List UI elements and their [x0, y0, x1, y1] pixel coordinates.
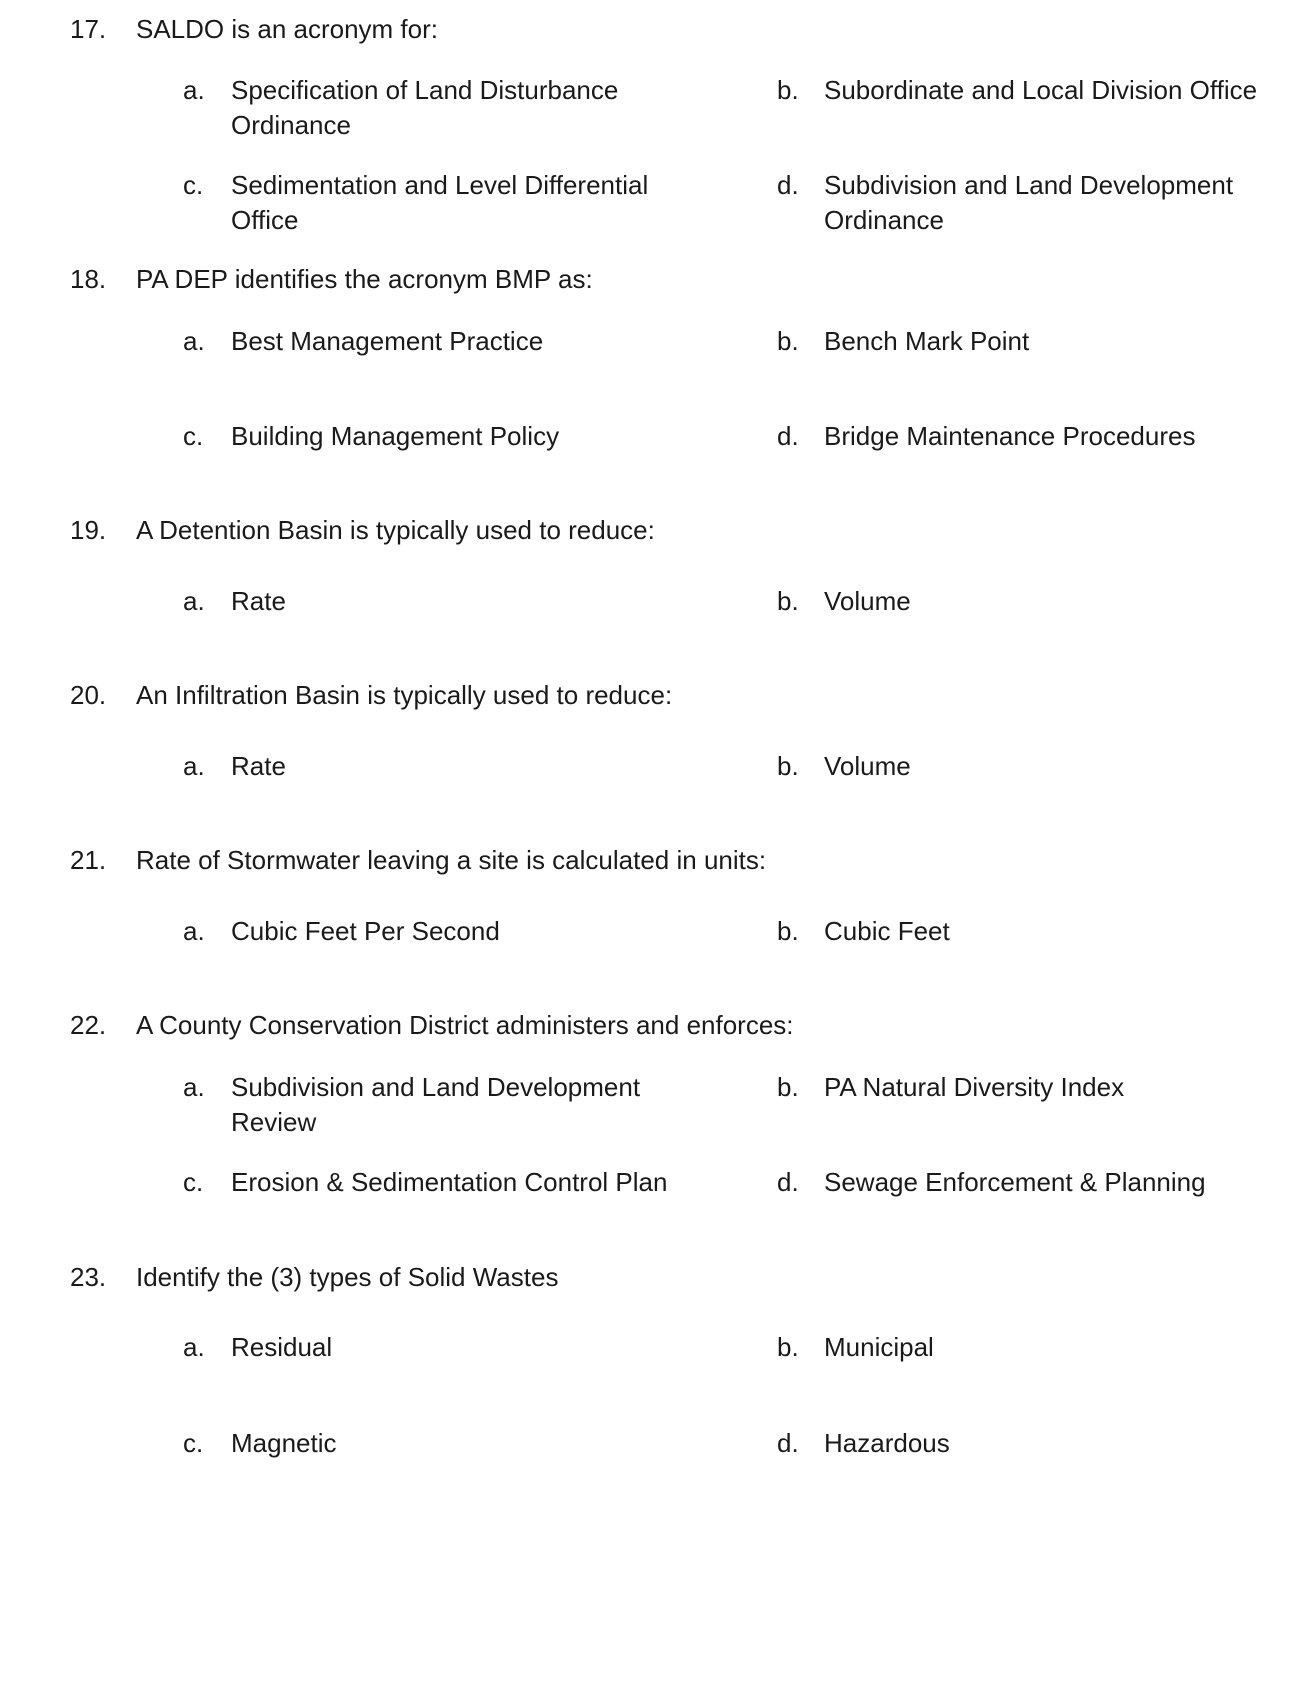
question-number: 21.	[70, 845, 107, 875]
question-number: 23.	[70, 1262, 107, 1292]
question-19	[0, 513, 1290, 549]
option-text: Sewage Enforcement & Planning	[824, 1167, 1206, 1197]
option-21b[interactable]	[760, 914, 1290, 986]
question-text: Identify the (3) types of Solid Wastes	[136, 1262, 559, 1292]
option-23a[interactable]	[0, 1330, 760, 1402]
option-letter: c.	[183, 421, 204, 451]
question-number: 17.	[70, 14, 107, 44]
option-text: Cubic Feet	[824, 916, 950, 946]
option-letter: b.	[777, 586, 799, 616]
option-letter: b.	[777, 75, 799, 105]
option-text: PA Natural Diversity Index	[824, 1072, 1125, 1102]
option-text: Subdivision and Land Development Review	[231, 1072, 641, 1137]
option-19b[interactable]	[760, 584, 1290, 656]
option-21a[interactable]	[0, 914, 760, 986]
option-18b[interactable]	[760, 324, 1290, 396]
question-18	[0, 262, 1290, 298]
option-text: Subordinate and Local Division Office	[824, 75, 1258, 105]
question-23	[0, 1260, 1290, 1296]
question-text: A County Conservation District administers and enforces:	[136, 1010, 794, 1040]
option-letter: d.	[777, 1167, 799, 1197]
option-letter: a.	[183, 326, 205, 356]
option-text: Bridge Maintenance Procedures	[824, 421, 1196, 451]
question-17	[0, 12, 1290, 48]
option-letter: a.	[183, 586, 205, 616]
option-letter: b.	[777, 1332, 799, 1362]
option-letter: c.	[183, 1167, 204, 1197]
option-letter: a.	[183, 75, 205, 105]
option-20a[interactable]	[0, 749, 760, 821]
option-text: Rate	[231, 751, 286, 781]
option-17b[interactable]	[760, 73, 1290, 145]
option-text: Erosion & Sedimentation Control Plan	[231, 1167, 668, 1197]
option-18d[interactable]	[760, 419, 1290, 491]
option-18c[interactable]	[0, 419, 760, 491]
option-20b[interactable]	[760, 749, 1290, 821]
question-22	[0, 1008, 1290, 1044]
question-number: 19.	[70, 515, 107, 545]
option-letter: b.	[777, 916, 799, 946]
option-17d[interactable]	[760, 168, 1290, 240]
question-text: A Detention Basin is typically used to reduce:	[136, 515, 655, 545]
option-23c[interactable]	[0, 1426, 760, 1498]
question-number: 20.	[70, 680, 107, 710]
option-17c[interactable]	[0, 168, 760, 240]
option-text: Cubic Feet Per Second	[231, 916, 500, 946]
option-letter: d.	[777, 1428, 799, 1458]
option-letter: a.	[183, 751, 205, 781]
option-22d[interactable]	[760, 1165, 1290, 1237]
option-letter: c.	[183, 1428, 204, 1458]
question-number: 18.	[70, 264, 107, 294]
question-text: An Infiltration Basin is typically used to reduce:	[136, 680, 673, 710]
question-20	[0, 678, 1290, 714]
question-text: Rate of Stormwater leaving a site is calculated in units:	[136, 845, 767, 875]
option-text: Bench Mark Point	[824, 326, 1030, 356]
option-text: Subdivision and Land Development Ordinance	[824, 170, 1234, 235]
option-text: Sedimentation and Level Differential Office	[231, 170, 649, 235]
option-letter: b.	[777, 1072, 799, 1102]
option-letter: d.	[777, 421, 799, 451]
option-text: Specification of Land Disturbance Ordinance	[231, 75, 619, 140]
option-22c[interactable]	[0, 1165, 760, 1237]
option-letter: a.	[183, 1072, 205, 1102]
option-17a[interactable]	[0, 73, 760, 145]
option-23d[interactable]	[760, 1426, 1290, 1498]
option-text: Best Management Practice	[231, 326, 544, 356]
option-text: Magnetic	[231, 1428, 337, 1458]
option-text: Municipal	[824, 1332, 934, 1362]
option-letter: a.	[183, 1332, 205, 1362]
option-19a[interactable]	[0, 584, 760, 656]
option-22b[interactable]	[760, 1070, 1290, 1142]
option-23b[interactable]	[760, 1330, 1290, 1402]
question-21	[0, 843, 1290, 879]
option-text: Volume	[824, 751, 911, 781]
option-text: Rate	[231, 586, 286, 616]
option-text: Building Management Policy	[231, 421, 560, 451]
option-text: Residual	[231, 1332, 333, 1362]
option-letter: c.	[183, 170, 204, 200]
option-text: Hazardous	[824, 1428, 950, 1458]
option-letter: b.	[777, 751, 799, 781]
option-letter: d.	[777, 170, 799, 200]
question-number: 22.	[70, 1010, 107, 1040]
option-18a[interactable]	[0, 324, 760, 396]
question-text: SALDO is an acronym for:	[136, 14, 438, 44]
option-22a[interactable]	[0, 1070, 760, 1142]
option-text: Volume	[824, 586, 911, 616]
question-text: PA DEP identifies the acronym BMP as:	[136, 264, 593, 294]
option-letter: b.	[777, 326, 799, 356]
option-letter: a.	[183, 916, 205, 946]
